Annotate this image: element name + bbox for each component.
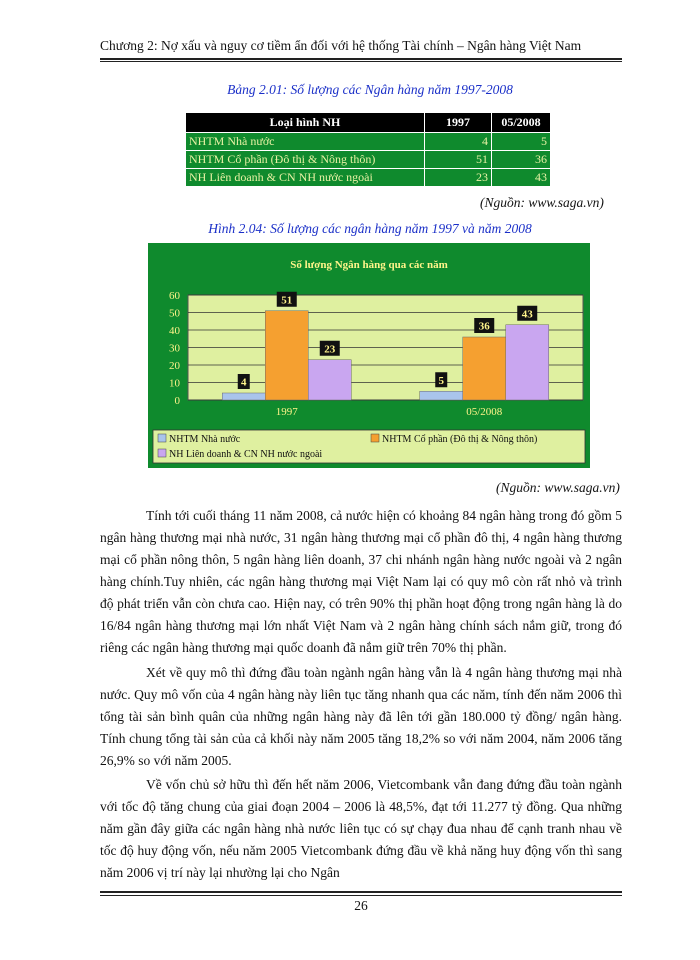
x-tick-label: 1997 bbox=[275, 406, 298, 418]
column-header: 1997 bbox=[425, 113, 492, 133]
data-label: 43 bbox=[521, 308, 533, 321]
data-label: 51 bbox=[281, 294, 293, 307]
column-header: Loại hình NH bbox=[186, 113, 425, 133]
page-number: 26 bbox=[354, 898, 368, 913]
running-header: Chương 2: Nợ xấu và nguy cơ tiềm ẩn đối với hệ thống Tài chính – Ngân hàng Việt Nam bbox=[100, 38, 582, 53]
legend-label: NH Liên doanh & CN NH nước ngoài bbox=[169, 449, 323, 460]
y-tick-label: 30 bbox=[169, 342, 180, 355]
y-tick-label: 0 bbox=[174, 395, 180, 407]
table-cell: 51 bbox=[425, 151, 492, 169]
legend-swatch bbox=[158, 434, 166, 442]
legend-label: NHTM Nhà nước bbox=[169, 434, 241, 445]
table-cell: 23 bbox=[425, 169, 492, 187]
chart-svg bbox=[148, 243, 590, 468]
footer-rule-thin bbox=[100, 895, 622, 896]
table-cell: 43 bbox=[492, 169, 551, 187]
table-row bbox=[186, 169, 551, 187]
data-label: 4 bbox=[241, 376, 247, 389]
y-tick-label: 50 bbox=[169, 307, 180, 320]
bar bbox=[308, 360, 351, 400]
figure-caption: Hình 2.04: Số lượng các ngân hàng năm 1997 và năm 2008 bbox=[208, 221, 532, 236]
table-cell: 5 bbox=[492, 133, 551, 151]
bar bbox=[506, 325, 549, 400]
bar bbox=[222, 393, 265, 400]
table-caption: Bảng 2.01: Số lượng các Ngân hàng năm 1997-2008 bbox=[227, 82, 513, 97]
table-row bbox=[186, 151, 551, 169]
bar bbox=[463, 337, 506, 400]
chart-title: Số lượng Ngân hàng qua các năm bbox=[290, 259, 448, 271]
table-cell: 4 bbox=[425, 133, 492, 151]
footer-rule bbox=[100, 891, 622, 893]
x-tick-label: 05/2008 bbox=[466, 406, 503, 418]
figure-source: (Nguồn: www.saga.vn) bbox=[496, 480, 620, 495]
header-rule bbox=[100, 58, 622, 60]
bar bbox=[265, 311, 308, 400]
body-paragraph: Xét về quy mô thì đứng đầu toàn ngành ngân hàng vẫn là 4 ngân hàng thương mại nhà nước. Quy mô vốn của 4 ngân hàng này liên tục tăng nhanh qua các năm, tính đến năm 2006 thì tổng tài sản bình quân của những ngân hàng này đã lên tới gần 180.000 tỷ đồng/ ngân hàng. Tính chung tổng tài sản của cả khối này năm 2005 tăng 18,2% so với năm 2004, năm 2006 tăng 26,9% so với năm 2005. bbox=[100, 665, 622, 768]
legend-swatch bbox=[371, 434, 379, 442]
data-label: 5 bbox=[438, 374, 444, 387]
data-label: 23 bbox=[324, 343, 336, 356]
legend-label: NHTM Cổ phần (Đô thị & Nông thôn) bbox=[382, 434, 538, 445]
bank-count-table bbox=[185, 112, 551, 187]
bar bbox=[420, 391, 463, 400]
table-cell: NHTM Nhà nước bbox=[186, 133, 425, 151]
body-paragraph: Về vốn chủ sở hữu thì đến hết năm 2006, Vietcombank vẫn đang đứng đầu toàn ngành với tốc độ tăng chung của giai đoạn 2004 – 2006 là 48,5%, đạt tới 11.277 tỷ đồng. Qua những năm gần đây giữa các ngân hàng nhà nước liên tục có sự chạy đua nhau để cạnh tranh nhau về tốc độ huy động vốn, nếu năm 2005 Vietcombank đứng đầu về khả năng huy động vốn thì sang năm 2006 vị trí này lại nhường lại cho Ngân bbox=[100, 777, 622, 880]
table-cell: NHTM Cổ phần (Đô thị & Nông thôn) bbox=[186, 151, 425, 169]
table-cell: 36 bbox=[492, 151, 551, 169]
legend-swatch bbox=[158, 449, 166, 457]
column-header: 05/2008 bbox=[492, 113, 551, 133]
y-tick-label: 20 bbox=[169, 360, 180, 372]
table-header-row bbox=[186, 113, 551, 133]
y-tick-label: 40 bbox=[169, 325, 180, 337]
data-label: 36 bbox=[478, 320, 490, 333]
y-tick-label: 60 bbox=[169, 290, 180, 302]
bank-count-chart bbox=[148, 243, 590, 468]
table-row bbox=[186, 133, 551, 151]
y-tick-label: 10 bbox=[169, 377, 180, 390]
table-source: (Nguồn: www.saga.vn) bbox=[480, 195, 604, 210]
header-rule-thin bbox=[100, 61, 622, 62]
table-cell: NH Liên doanh & CN NH nước ngoài bbox=[186, 169, 425, 187]
body-paragraph: Tính tới cuối tháng 11 năm 2008, cả nước hiện có khoảng 84 ngân hàng trong đó gồm 5 ngân hàng thương mại nhà nước, 31 ngân hàng thương mại cổ phần đô thị, 4 ngân hàng thương mại cổ phần nông thôn, 5 ngân hàng liên doanh, 37 chi nhánh ngân hàng nước ngoài và 2 ngân hàng chính.Tuy nhiên, các ngân hàng thương mại Việt Nam lại có quy mô còn rất nhỏ và trình độ phát triển vẫn còn chưa cao. Hiện nay, có trên 90% thị phần hoạt động trong ngân hàng là do 16/84 ngân hàng thương mại lớn nhất Việt Nam và 2 ngân hàng chính sách nắm giữ, trong đó riêng các ngân hàng thương mại quốc doanh đã nắm giữ trên 70% thị phần. bbox=[100, 508, 622, 655]
